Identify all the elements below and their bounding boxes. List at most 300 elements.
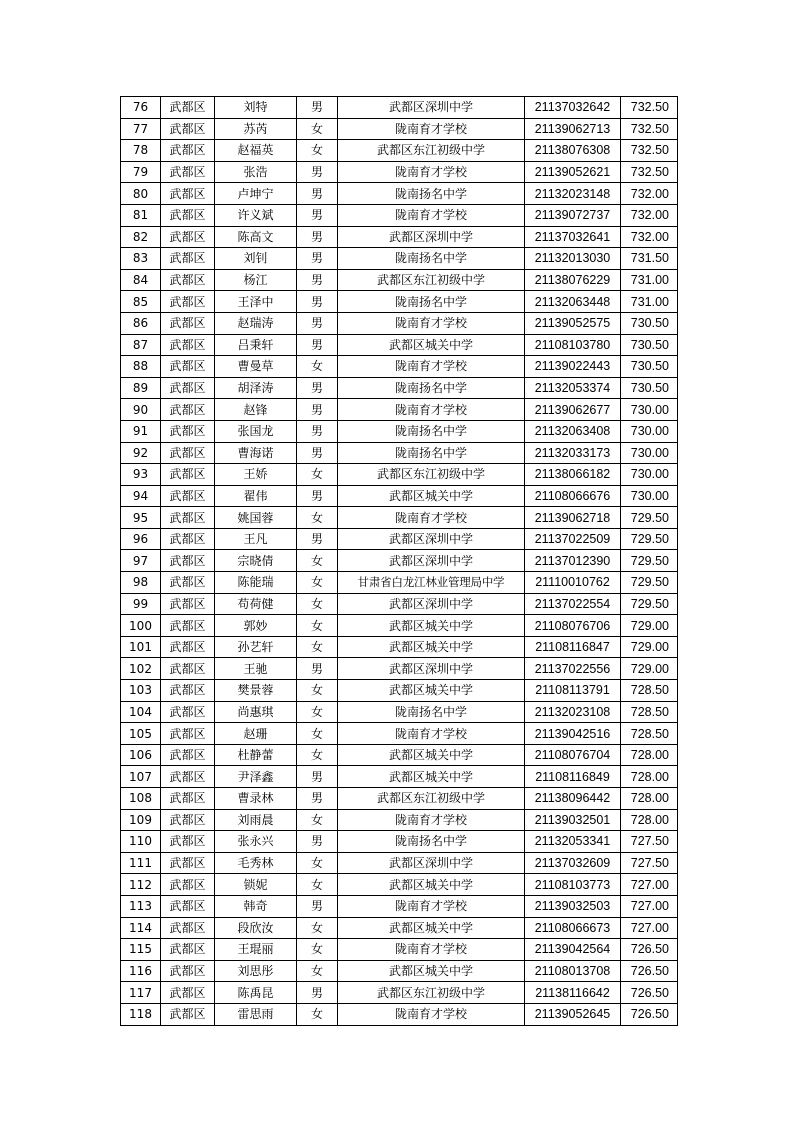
row-number-cell: 114 (121, 917, 161, 939)
exam-id-cell: 21137032642 (525, 97, 621, 119)
district-cell: 武都区 (161, 701, 215, 723)
exam-id-cell: 21108076704 (525, 744, 621, 766)
exam-id-cell: 21139052621 (525, 161, 621, 183)
student-name-cell: 曹海诺 (215, 442, 297, 464)
student-name-cell: 赵珊 (215, 723, 297, 745)
school-cell: 武都区城关中学 (338, 874, 525, 896)
exam-id-cell: 21132053374 (525, 377, 621, 399)
table-row (121, 939, 678, 961)
school-cell: 武都区东江初级中学 (338, 464, 525, 486)
table-row (121, 723, 678, 745)
student-name-cell: 陈禹昆 (215, 982, 297, 1004)
row-number-cell: 103 (121, 680, 161, 702)
exam-id-cell: 21137032641 (525, 226, 621, 248)
district-cell: 武都区 (161, 960, 215, 982)
school-cell: 陇南扬名中学 (338, 831, 525, 853)
student-name-cell: 卢坤宁 (215, 183, 297, 205)
district-cell: 武都区 (161, 744, 215, 766)
row-number-cell: 109 (121, 809, 161, 831)
score-cell: 729.50 (621, 507, 678, 529)
table-row (121, 507, 678, 529)
score-cell: 730.00 (621, 464, 678, 486)
exam-id-cell: 21139052575 (525, 312, 621, 334)
exam-id-cell: 21132023108 (525, 701, 621, 723)
row-number-cell: 96 (121, 528, 161, 550)
table-row (121, 269, 678, 291)
student-name-cell: 郭妙 (215, 615, 297, 637)
district-cell: 武都区 (161, 485, 215, 507)
gender-cell: 女 (297, 572, 338, 594)
gender-cell: 女 (297, 1003, 338, 1025)
table-row (121, 161, 678, 183)
district-cell: 武都区 (161, 204, 215, 226)
student-name-cell: 王泽中 (215, 291, 297, 313)
row-number-cell: 92 (121, 442, 161, 464)
district-cell: 武都区 (161, 680, 215, 702)
exam-id-cell: 21139072737 (525, 204, 621, 226)
exam-id-cell: 21137032609 (525, 852, 621, 874)
row-number-cell: 79 (121, 161, 161, 183)
student-name-cell: 王凡 (215, 528, 297, 550)
district-cell: 武都区 (161, 528, 215, 550)
student-name-cell: 王娇 (215, 464, 297, 486)
row-number-cell: 78 (121, 140, 161, 162)
gender-cell: 女 (297, 636, 338, 658)
student-name-cell: 曹录林 (215, 788, 297, 810)
school-cell: 武都区深圳中学 (338, 658, 525, 680)
student-name-cell: 毛秀林 (215, 852, 297, 874)
school-cell: 武都区城关中学 (338, 485, 525, 507)
row-number-cell: 102 (121, 658, 161, 680)
district-cell: 武都区 (161, 312, 215, 334)
table-row (121, 399, 678, 421)
row-number-cell: 100 (121, 615, 161, 637)
row-number-cell: 106 (121, 744, 161, 766)
gender-cell: 男 (297, 291, 338, 313)
row-number-cell: 117 (121, 982, 161, 1004)
table-row (121, 420, 678, 442)
school-cell: 武都区深圳中学 (338, 97, 525, 119)
student-name-cell: 樊景蓉 (215, 680, 297, 702)
score-cell: 732.00 (621, 183, 678, 205)
school-cell: 武都区深圳中学 (338, 593, 525, 615)
row-number-cell: 105 (121, 723, 161, 745)
table-row (121, 464, 678, 486)
exam-id-cell: 21139052645 (525, 1003, 621, 1025)
school-cell: 武都区深圳中学 (338, 550, 525, 572)
score-cell: 728.50 (621, 701, 678, 723)
table-row (121, 528, 678, 550)
district-cell: 武都区 (161, 874, 215, 896)
gender-cell: 男 (297, 766, 338, 788)
row-number-cell: 111 (121, 852, 161, 874)
district-cell: 武都区 (161, 766, 215, 788)
gender-cell: 男 (297, 420, 338, 442)
gender-cell: 女 (297, 809, 338, 831)
student-name-cell: 张永兴 (215, 831, 297, 853)
school-cell: 武都区深圳中学 (338, 852, 525, 874)
gender-cell: 女 (297, 744, 338, 766)
student-name-cell: 段欣汝 (215, 917, 297, 939)
district-cell: 武都区 (161, 183, 215, 205)
school-cell: 陇南扬名中学 (338, 248, 525, 270)
table-row (121, 291, 678, 313)
exam-id-cell: 21108116849 (525, 766, 621, 788)
gender-cell: 男 (297, 334, 338, 356)
row-number-cell: 89 (121, 377, 161, 399)
table-row (121, 226, 678, 248)
row-number-cell: 80 (121, 183, 161, 205)
school-cell: 武都区城关中学 (338, 766, 525, 788)
exam-id-cell: 21110010762 (525, 572, 621, 594)
district-cell: 武都区 (161, 464, 215, 486)
school-cell: 武都区城关中学 (338, 636, 525, 658)
score-cell: 729.00 (621, 615, 678, 637)
student-name-cell: 雷思雨 (215, 1003, 297, 1025)
gender-cell: 女 (297, 464, 338, 486)
exam-id-cell: 21139022443 (525, 356, 621, 378)
score-cell: 727.00 (621, 895, 678, 917)
district-cell: 武都区 (161, 809, 215, 831)
row-number-cell: 101 (121, 636, 161, 658)
school-cell: 武都区东江初级中学 (338, 982, 525, 1004)
table-row (121, 982, 678, 1004)
row-number-cell: 91 (121, 420, 161, 442)
school-cell: 武都区东江初级中学 (338, 269, 525, 291)
district-cell: 武都区 (161, 852, 215, 874)
school-cell: 陇南扬名中学 (338, 420, 525, 442)
exam-id-cell: 21138076308 (525, 140, 621, 162)
exam-id-cell: 21137022509 (525, 528, 621, 550)
district-cell: 武都区 (161, 377, 215, 399)
row-number-cell: 84 (121, 269, 161, 291)
gender-cell: 男 (297, 485, 338, 507)
gender-cell: 女 (297, 852, 338, 874)
exam-id-cell: 21108103773 (525, 874, 621, 896)
gender-cell: 男 (297, 183, 338, 205)
table-row (121, 118, 678, 140)
exam-id-cell: 21108076706 (525, 615, 621, 637)
score-cell: 728.00 (621, 766, 678, 788)
district-cell: 武都区 (161, 399, 215, 421)
row-number-cell: 97 (121, 550, 161, 572)
exam-id-cell: 21139062718 (525, 507, 621, 529)
gender-cell: 女 (297, 874, 338, 896)
row-number-cell: 87 (121, 334, 161, 356)
school-cell: 陇南扬名中学 (338, 183, 525, 205)
score-cell: 732.00 (621, 204, 678, 226)
exam-id-cell: 21132033173 (525, 442, 621, 464)
table-row (121, 377, 678, 399)
student-name-cell: 杜静蕾 (215, 744, 297, 766)
district-cell: 武都区 (161, 615, 215, 637)
gender-cell: 女 (297, 507, 338, 529)
district-cell: 武都区 (161, 831, 215, 853)
district-cell: 武都区 (161, 658, 215, 680)
student-name-cell: 宗晓倩 (215, 550, 297, 572)
table-row (121, 874, 678, 896)
school-cell: 甘肃省白龙江林业管理局中学 (338, 572, 525, 594)
row-number-cell: 83 (121, 248, 161, 270)
row-number-cell: 85 (121, 291, 161, 313)
district-cell: 武都区 (161, 723, 215, 745)
table-row (121, 852, 678, 874)
row-number-cell: 107 (121, 766, 161, 788)
row-number-cell: 99 (121, 593, 161, 615)
score-cell: 732.50 (621, 140, 678, 162)
student-name-cell: 苟荷健 (215, 593, 297, 615)
gender-cell: 男 (297, 248, 338, 270)
student-name-cell: 曹曼草 (215, 356, 297, 378)
exam-id-cell: 21137012390 (525, 550, 621, 572)
district-cell: 武都区 (161, 97, 215, 119)
student-name-cell: 苏芮 (215, 118, 297, 140)
exam-id-cell: 21132063448 (525, 291, 621, 313)
school-cell: 武都区城关中学 (338, 917, 525, 939)
gender-cell: 女 (297, 593, 338, 615)
score-cell: 728.50 (621, 723, 678, 745)
score-cell: 729.00 (621, 636, 678, 658)
exam-id-cell: 21139042516 (525, 723, 621, 745)
district-cell: 武都区 (161, 593, 215, 615)
exam-id-cell: 21139062677 (525, 399, 621, 421)
gender-cell: 男 (297, 399, 338, 421)
gender-cell: 男 (297, 658, 338, 680)
school-cell: 陇南育才学校 (338, 939, 525, 961)
district-cell: 武都区 (161, 442, 215, 464)
score-cell: 732.00 (621, 226, 678, 248)
score-cell: 731.50 (621, 248, 678, 270)
district-cell: 武都区 (161, 356, 215, 378)
table-row (121, 680, 678, 702)
row-number-cell: 88 (121, 356, 161, 378)
exam-id-cell: 21138076229 (525, 269, 621, 291)
student-name-cell: 吕秉轩 (215, 334, 297, 356)
school-cell: 陇南扬名中学 (338, 701, 525, 723)
table-row (121, 356, 678, 378)
score-cell: 726.50 (621, 939, 678, 961)
school-cell: 陇南育才学校 (338, 723, 525, 745)
score-cell: 731.00 (621, 291, 678, 313)
gender-cell: 女 (297, 356, 338, 378)
gender-cell: 女 (297, 701, 338, 723)
row-number-cell: 82 (121, 226, 161, 248)
score-cell: 731.00 (621, 269, 678, 291)
gender-cell: 男 (297, 528, 338, 550)
gender-cell: 女 (297, 118, 338, 140)
row-number-cell: 93 (121, 464, 161, 486)
gender-cell: 女 (297, 140, 338, 162)
score-cell: 726.50 (621, 960, 678, 982)
gender-cell: 男 (297, 226, 338, 248)
score-cell: 730.50 (621, 377, 678, 399)
score-cell: 726.50 (621, 982, 678, 1004)
student-name-cell: 张国龙 (215, 420, 297, 442)
district-cell: 武都区 (161, 140, 215, 162)
district-cell: 武都区 (161, 636, 215, 658)
score-cell: 730.00 (621, 485, 678, 507)
student-name-cell: 赵锋 (215, 399, 297, 421)
score-cell: 728.50 (621, 680, 678, 702)
district-cell: 武都区 (161, 161, 215, 183)
table-row (121, 183, 678, 205)
gender-cell: 男 (297, 788, 338, 810)
table-row (121, 658, 678, 680)
exam-id-cell: 21137022556 (525, 658, 621, 680)
table-row (121, 593, 678, 615)
table-row (121, 917, 678, 939)
student-name-cell: 韩奇 (215, 895, 297, 917)
score-cell: 729.50 (621, 572, 678, 594)
row-number-cell: 94 (121, 485, 161, 507)
gender-cell: 男 (297, 269, 338, 291)
student-name-cell: 翟伟 (215, 485, 297, 507)
score-cell: 727.50 (621, 852, 678, 874)
student-name-cell: 王驰 (215, 658, 297, 680)
gender-cell: 男 (297, 97, 338, 119)
exam-id-cell: 21137022554 (525, 593, 621, 615)
score-cell: 730.00 (621, 420, 678, 442)
score-cell: 727.50 (621, 831, 678, 853)
score-cell: 730.50 (621, 356, 678, 378)
table-row (121, 744, 678, 766)
exam-id-cell: 21138066182 (525, 464, 621, 486)
gender-cell: 女 (297, 723, 338, 745)
exam-id-cell: 21139032501 (525, 809, 621, 831)
school-cell: 陇南育才学校 (338, 809, 525, 831)
exam-id-cell: 21108013708 (525, 960, 621, 982)
student-name-cell: 杨江 (215, 269, 297, 291)
school-cell: 武都区深圳中学 (338, 226, 525, 248)
table-row (121, 550, 678, 572)
school-cell: 武都区城关中学 (338, 615, 525, 637)
table-row (121, 442, 678, 464)
table-row (121, 140, 678, 162)
score-cell: 729.00 (621, 658, 678, 680)
table-row (121, 312, 678, 334)
table-row (121, 204, 678, 226)
district-cell: 武都区 (161, 895, 215, 917)
student-name-cell: 姚国蓉 (215, 507, 297, 529)
school-cell: 武都区东江初级中学 (338, 788, 525, 810)
student-name-cell: 锁妮 (215, 874, 297, 896)
student-name-cell: 刘雨晨 (215, 809, 297, 831)
school-cell: 陇南育才学校 (338, 399, 525, 421)
student-name-cell: 王琨丽 (215, 939, 297, 961)
school-cell: 陇南育才学校 (338, 1003, 525, 1025)
exam-id-cell: 21132023148 (525, 183, 621, 205)
row-number-cell: 113 (121, 895, 161, 917)
exam-id-cell: 21108066673 (525, 917, 621, 939)
district-cell: 武都区 (161, 572, 215, 594)
table-row (121, 701, 678, 723)
ranking-table (120, 96, 678, 1026)
score-cell: 732.50 (621, 161, 678, 183)
gender-cell: 男 (297, 204, 338, 226)
table-row (121, 485, 678, 507)
score-cell: 726.50 (621, 1003, 678, 1025)
school-cell: 陇南育才学校 (338, 204, 525, 226)
table-row (121, 248, 678, 270)
row-number-cell: 104 (121, 701, 161, 723)
table-row (121, 1003, 678, 1025)
district-cell: 武都区 (161, 269, 215, 291)
student-name-cell: 胡泽涛 (215, 377, 297, 399)
district-cell: 武都区 (161, 118, 215, 140)
student-name-cell: 张浩 (215, 161, 297, 183)
table-row (121, 895, 678, 917)
school-cell: 陇南育才学校 (338, 161, 525, 183)
school-cell: 陇南扬名中学 (338, 377, 525, 399)
school-cell: 陇南育才学校 (338, 895, 525, 917)
table-row (121, 334, 678, 356)
score-cell: 730.50 (621, 334, 678, 356)
table-row (121, 831, 678, 853)
score-cell: 728.00 (621, 809, 678, 831)
student-name-cell: 刘思彤 (215, 960, 297, 982)
ranking-table-body (121, 97, 678, 1026)
gender-cell: 女 (297, 615, 338, 637)
table-row (121, 636, 678, 658)
school-cell: 武都区深圳中学 (338, 528, 525, 550)
student-name-cell: 刘钊 (215, 248, 297, 270)
district-cell: 武都区 (161, 248, 215, 270)
row-number-cell: 95 (121, 507, 161, 529)
gender-cell: 女 (297, 680, 338, 702)
table-row (121, 788, 678, 810)
score-cell: 729.50 (621, 550, 678, 572)
row-number-cell: 118 (121, 1003, 161, 1025)
exam-id-cell: 21139042564 (525, 939, 621, 961)
row-number-cell: 77 (121, 118, 161, 140)
gender-cell: 男 (297, 161, 338, 183)
gender-cell: 男 (297, 442, 338, 464)
row-number-cell: 98 (121, 572, 161, 594)
score-cell: 730.50 (621, 312, 678, 334)
row-number-cell: 112 (121, 874, 161, 896)
school-cell: 陇南育才学校 (338, 118, 525, 140)
score-cell: 729.50 (621, 593, 678, 615)
score-cell: 732.50 (621, 118, 678, 140)
exam-id-cell: 21132013030 (525, 248, 621, 270)
score-cell: 730.00 (621, 442, 678, 464)
district-cell: 武都区 (161, 507, 215, 529)
exam-id-cell: 21108116847 (525, 636, 621, 658)
gender-cell: 男 (297, 895, 338, 917)
district-cell: 武都区 (161, 550, 215, 572)
school-cell: 陇南育才学校 (338, 312, 525, 334)
table-row (121, 766, 678, 788)
score-cell: 728.00 (621, 744, 678, 766)
student-name-cell: 陈高文 (215, 226, 297, 248)
student-name-cell: 孙艺轩 (215, 636, 297, 658)
score-cell: 732.50 (621, 97, 678, 119)
row-number-cell: 115 (121, 939, 161, 961)
score-cell: 727.00 (621, 874, 678, 896)
school-cell: 武都区东江初级中学 (338, 140, 525, 162)
exam-id-cell: 21139032503 (525, 895, 621, 917)
student-name-cell: 陈能瑞 (215, 572, 297, 594)
district-cell: 武都区 (161, 1003, 215, 1025)
table-row (121, 960, 678, 982)
district-cell: 武都区 (161, 917, 215, 939)
row-number-cell: 76 (121, 97, 161, 119)
row-number-cell: 81 (121, 204, 161, 226)
student-name-cell: 刘特 (215, 97, 297, 119)
table-row (121, 809, 678, 831)
student-name-cell: 尹泽鑫 (215, 766, 297, 788)
gender-cell: 男 (297, 982, 338, 1004)
